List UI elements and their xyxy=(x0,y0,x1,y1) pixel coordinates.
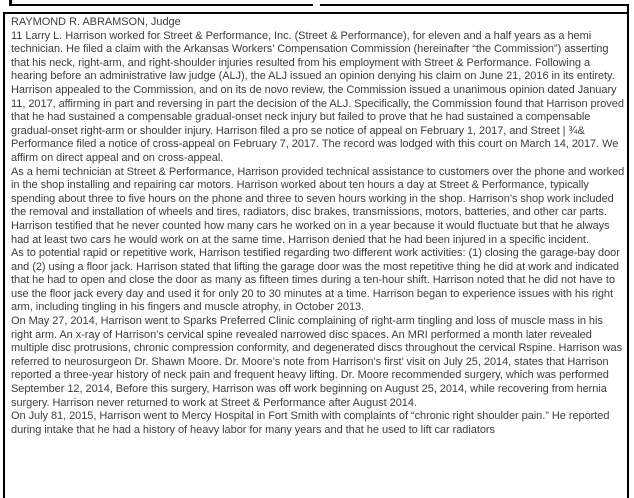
opinion-paragraph: 11 Larry L. Harrison worked for Street & Performance, Inc. (Street & Performance), for eleven and a half years as a hemi technician. He filed a claim with the Arkansas Workers’ Compensation Commission (hereinafter “the Commission”) asserting that his neck, right-arm, and right-shoulder injuries resulted from his employment with Street & Performance. Following a hearing before an administrative law judge (ALJ), the ALJ issued an opinion denying his claim on June 21, 2016 in its entirety. Harrison appealed to the Commission, and on its de novo review, the Commission issued a unanimous opinion dated January 11, 2017, affirming in part and reversing in part the decision of the ALJ. Specifically, the Commission found that Harrison proved that he had sustained a compensable gradual-onset neck injury but failed to prove that he had sustained a compensable gradual-onset right-arm or shoulder injury. Harrison filed a pro se notice of appeal on February 1, 2017, and Street | ¾& Performance filed a notice of cross-appeal on February 7, 2017. The record was lodged with this court on March 14, 2017. We affirm on direct appeal and on cross-appeal. xyxy=(11,29,624,164)
opinion-paragraph: On July 81, 2015, Harrison went to Mercy Hospital in Fort Smith with complaints of “chronic right shoulder pain.” He reported during intake that he had a history of heavy labor for many years and that he used to lift car radiators xyxy=(11,410,610,436)
top-rule-right xyxy=(320,4,628,6)
opinion-paragraph: As to potential rapid or repetitive work, Harrison testified regarding two different work activities: (1) closing the garage-bay door and (2) using a floor jack. Harrison stated that lifting the garage door was the most repetitive thing he did at work and indicated that he had to open and close the door as many as fifteen times during a ten-hour shift. Harrison noted that he did not have to use the floor jack every day and used it for only 20 to 30 minutes at a time. Harrison began to experience issues with his right arm, including tingling in his fingers and muscle atrophy, in October 2013. xyxy=(11,247,620,314)
top-rule-left xyxy=(12,4,313,6)
opinion-paragraph: On May 27, 2014, Harrison went to Sparks Preferred Clinic complaining of right-arm tingling and loss of muscle mass in his right arm. An x-ray of Harrison’s cervical spine revealed narrowed disc spaces. An MRI performed a month later revealed multiple disc protrusions, chronic compression conformity, and degenerated discs throughout the cervical Rspine. Harrison was referred to neurosurgeon Dr. Shawn Moore. Dr. Moore’s note from Harrison’s first’ visit on July 25, 2014, states that Harrison reported a three-year history of neck pain and frequent heavy lifting. Dr. Moore recommended surgery, which was performed September 12, 2014, Before this surgery, Harrison was off work beginning on August 25, 2014, while recovering from hernia surgery. Harrison never returned to work at Street & Performance after August 2014. xyxy=(11,315,623,409)
document-page xyxy=(3,12,629,498)
opinion-paragraph: As a hemi technician at Street & Performance, Harrison provided technical assistance to customers over the phone and worked in the shop installing and repairing car motors. Harrison worked about ten hours a day at Street & Performance, typically spending about three to five hours on the phone and three to seven hours working in the shop. Harrison’s shop work included the removal and installation of wheels and tires, radiators, disc brakes, transmissions, motors, batteries, and other car parts. Harrison testified that he never counted how many cars he worked on in a year because it would fluctuate but that he always had at least two cars he would work on at the same time. Harrison denied that he had been injured in a specific incident. xyxy=(11,165,625,246)
judge-byline: RAYMOND R. ABRAMSON, Judge xyxy=(11,16,181,28)
